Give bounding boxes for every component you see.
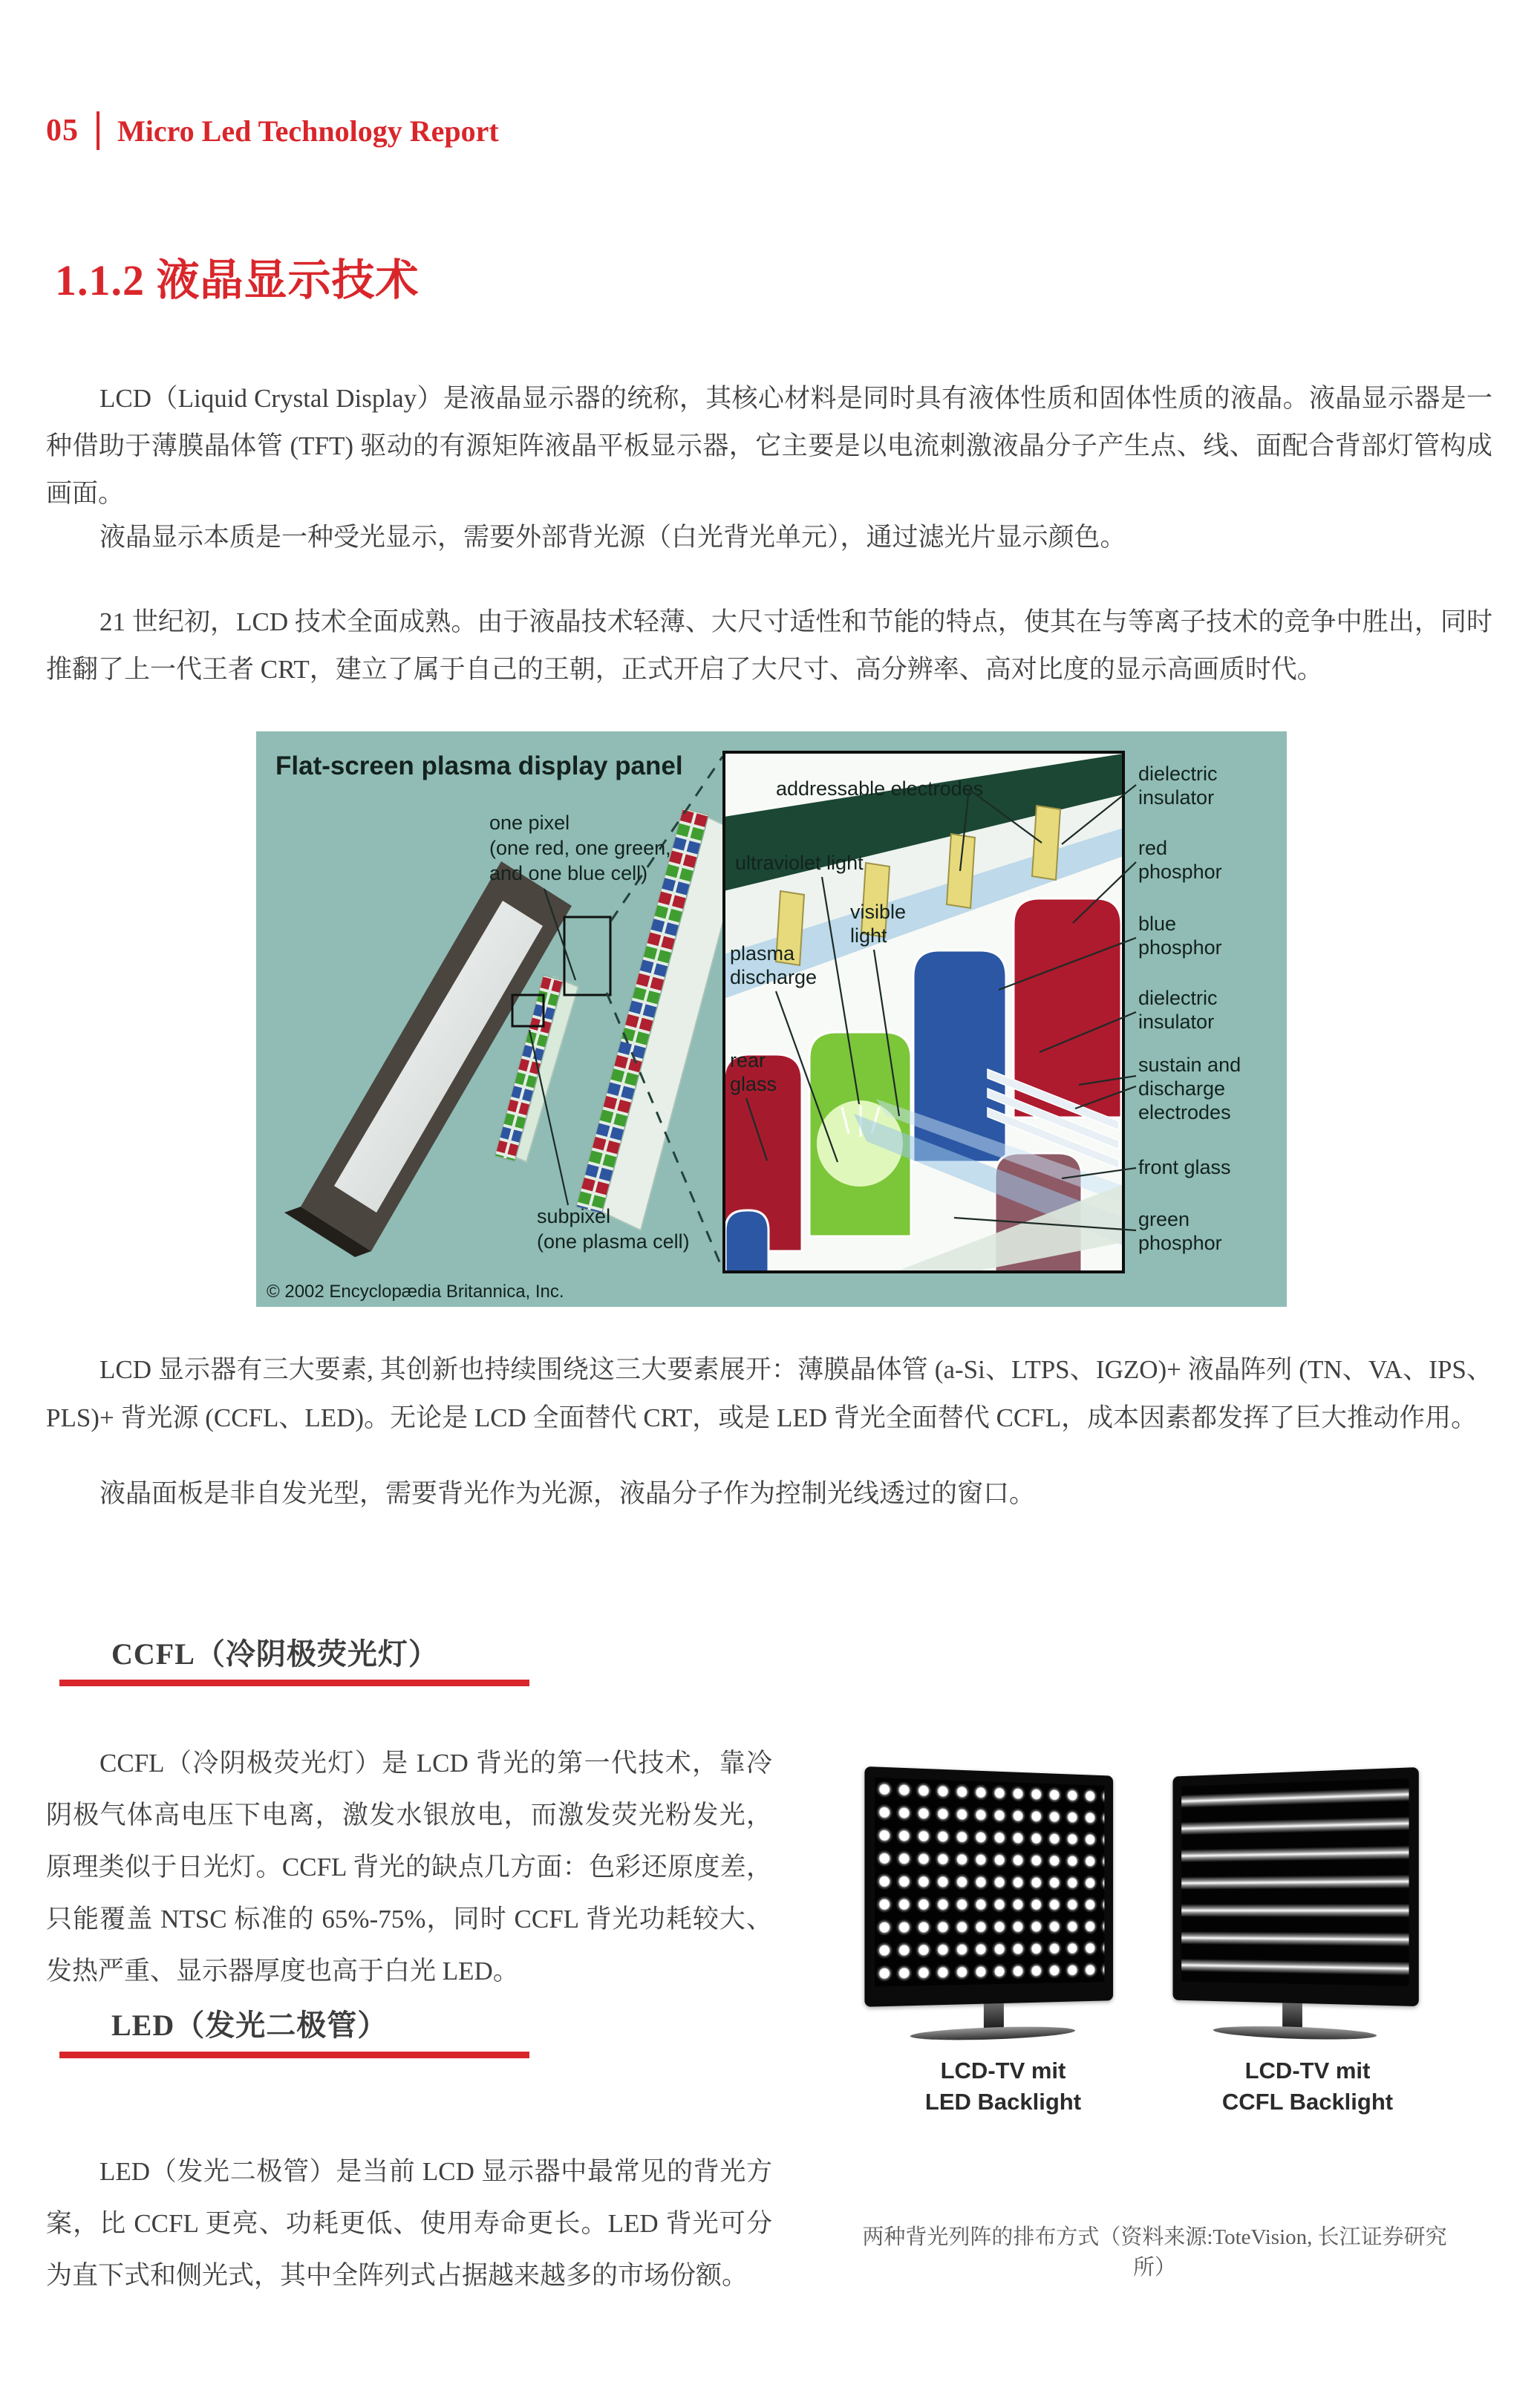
paragraph-backlight-principle: 液晶显示本质是一种受光显示，需要外部背光源（白光背光单元），通过滤光片显示颜色。: [99, 523, 1126, 552]
header-divider: [97, 111, 99, 150]
subpixel-label: subpixel: [537, 1205, 611, 1227]
ccfl-tv-caption: LCD-TV mit CCFL Backlight: [1221, 2058, 1394, 2115]
svg-text:electrodes: electrodes: [1138, 1101, 1231, 1123]
led-tv-caption: LCD-TV mit LED Backlight: [924, 2058, 1082, 2115]
svg-text:phosphor: phosphor: [1138, 936, 1222, 959]
red-phosphor-label: red: [1138, 837, 1168, 859]
green-phosphor-label: green: [1138, 1208, 1190, 1230]
addressable-electrodes-label: addressable electrodes: [776, 777, 984, 800]
svg-text:phosphor: phosphor: [1138, 861, 1222, 883]
figure-source-caption: 两种背光列阵的排布方式（资料来源:ToteVision, 长江证券研究所）: [862, 2225, 1447, 2280]
sustain-electrodes-label: sustain and: [1138, 1054, 1241, 1076]
led-backlight-tv: [864, 1766, 1130, 2053]
tv-stand-base: [1213, 2024, 1377, 2041]
tv-frame-ccfl: [1173, 1767, 1419, 2006]
svg-text:glass: glass: [730, 1073, 777, 1095]
svg-text:phosphor: phosphor: [1138, 1232, 1222, 1254]
tv-stand-base: [910, 2025, 1075, 2043]
tv-stand-neck: [1282, 2003, 1302, 2029]
figure-copyright: © 2002 Encyclopædia Britannica, Inc.: [267, 1282, 564, 1302]
plasma-discharge-label: plasma: [730, 942, 795, 965]
ccfl-tube-screen: [1181, 1778, 1409, 1986]
paragraph-three-elements: LCD 显示器有三大要素, 其创新也持续围绕这三大要素展开：薄膜晶体管 (a-Si、LTPS、IGZO)+ 液晶阵列 (TN、VA、IPS、PLS)+ 背光源 (CCFL、LED)。无论是 LCD 全面替代 CRT，或是 LED 背光全面替代 CCFL，成本因素都发挥了巨大推动作用。: [46, 1355, 1492, 1432]
svg-text:(one plasma cell): (one plasma cell): [537, 1230, 690, 1253]
ultraviolet-light-label: ultraviolet light: [735, 852, 864, 874]
svg-text:light: light: [850, 924, 887, 947]
led-paragraph: LED（发光二极管）是当前 LCD 显示器中最常见的背光方案，比 CCFL 更亮、功耗更低、使用寿命更长。LED 背光可分为直下式和侧光式，其中全阵列式占据越来越多的市场份额。: [46, 2157, 772, 2290]
backlight-comparison-figure: [861, 1758, 1448, 2144]
led-dot-matrix-screen: [875, 1778, 1104, 1987]
led-heading-rule: [59, 2052, 529, 2058]
ccfl-backlight-tv: [1173, 1766, 1439, 2053]
rear-glass-label: rear: [730, 1049, 766, 1071]
svg-text:insulator: insulator: [1138, 786, 1215, 809]
svg-text:and one blue cell): and one blue cell): [489, 862, 648, 884]
red-phosphor-cell: [1014, 898, 1121, 1117]
visible-light-label: visible: [850, 901, 907, 923]
ccfl-paragraph: CCFL（冷阴极荧光灯）是 LCD 背光的第一代技术，靠冷阴极气体高电压下电离，激发水银放电，而激发荧光粉发光，原理类似于日光灯。CCFL 背光的缺点几方面：色彩还原度差，只能覆盖 NTSC 标准的 65%-75%，同时 CCFL 背光功耗较大、发热严重、显示器厚度也高于白光 LED。: [46, 1749, 772, 1986]
blue-phosphor-label: blue: [1138, 913, 1177, 935]
dielectric-insulator-label-1: dielectric: [1138, 763, 1218, 785]
electrode-tab: [1032, 806, 1060, 880]
front-glass-label: front glass: [1138, 1156, 1231, 1178]
svg-text:(one red, one green,: (one red, one green,: [489, 837, 671, 859]
paragraph-lcd-history: 21 世纪初，LCD 技术全面成熟。由于液晶技术轻薄、大尺寸适性和节能的特点，使其在与等离子技术的竞争中胜出，同时推翻了上一代王者 CRT，建立了属于自己的王朝，正式开启了大尺寸、高分辨率、高对比度的显示高画质时代。: [46, 607, 1492, 684]
paragraph-lcd-intro: LCD（Liquid Crystal Display）是液晶显示器的统称，其核心材料是同时具有液体性质和固体性质的液晶。液晶显示器是一种借助于薄膜晶体管 (TFT) 驱动的有源矩阵液晶平板显示器，它主要是以电流刺激液晶分子产生点、线、面配合背部灯管构成画面。: [46, 384, 1492, 508]
paragraph-non-emissive: 液晶面板是非自发光型，需要背光作为光源，液晶分子作为控制光线透过的窗口。: [99, 1479, 1036, 1508]
blue-cell-corner: [725, 1210, 768, 1272]
report-title: Micro Led Technology Report: [117, 114, 499, 148]
figure-title: Flat-screen plasma display panel: [275, 751, 683, 780]
ccfl-heading: CCFL（冷阴极荧光灯）: [111, 1637, 439, 1671]
page-header: [46, 111, 499, 150]
section-title: 1.1.2 液晶显示技术: [55, 256, 420, 304]
plasma-display-figure: [256, 731, 1287, 1307]
svg-text:discharge: discharge: [1138, 1077, 1226, 1100]
page-number: 05: [46, 114, 79, 148]
tv-frame-led: [864, 1766, 1113, 2007]
one-pixel-label: one pixel: [489, 812, 570, 834]
tv-stand-neck: [984, 2003, 1004, 2029]
svg-text:insulator: insulator: [1138, 1011, 1215, 1033]
ccfl-heading-rule: [59, 1680, 529, 1686]
dielectric-insulator-label-2: dielectric: [1138, 987, 1218, 1009]
svg-text:discharge: discharge: [730, 966, 818, 988]
led-heading: LED（发光二极管）: [111, 2009, 388, 2042]
